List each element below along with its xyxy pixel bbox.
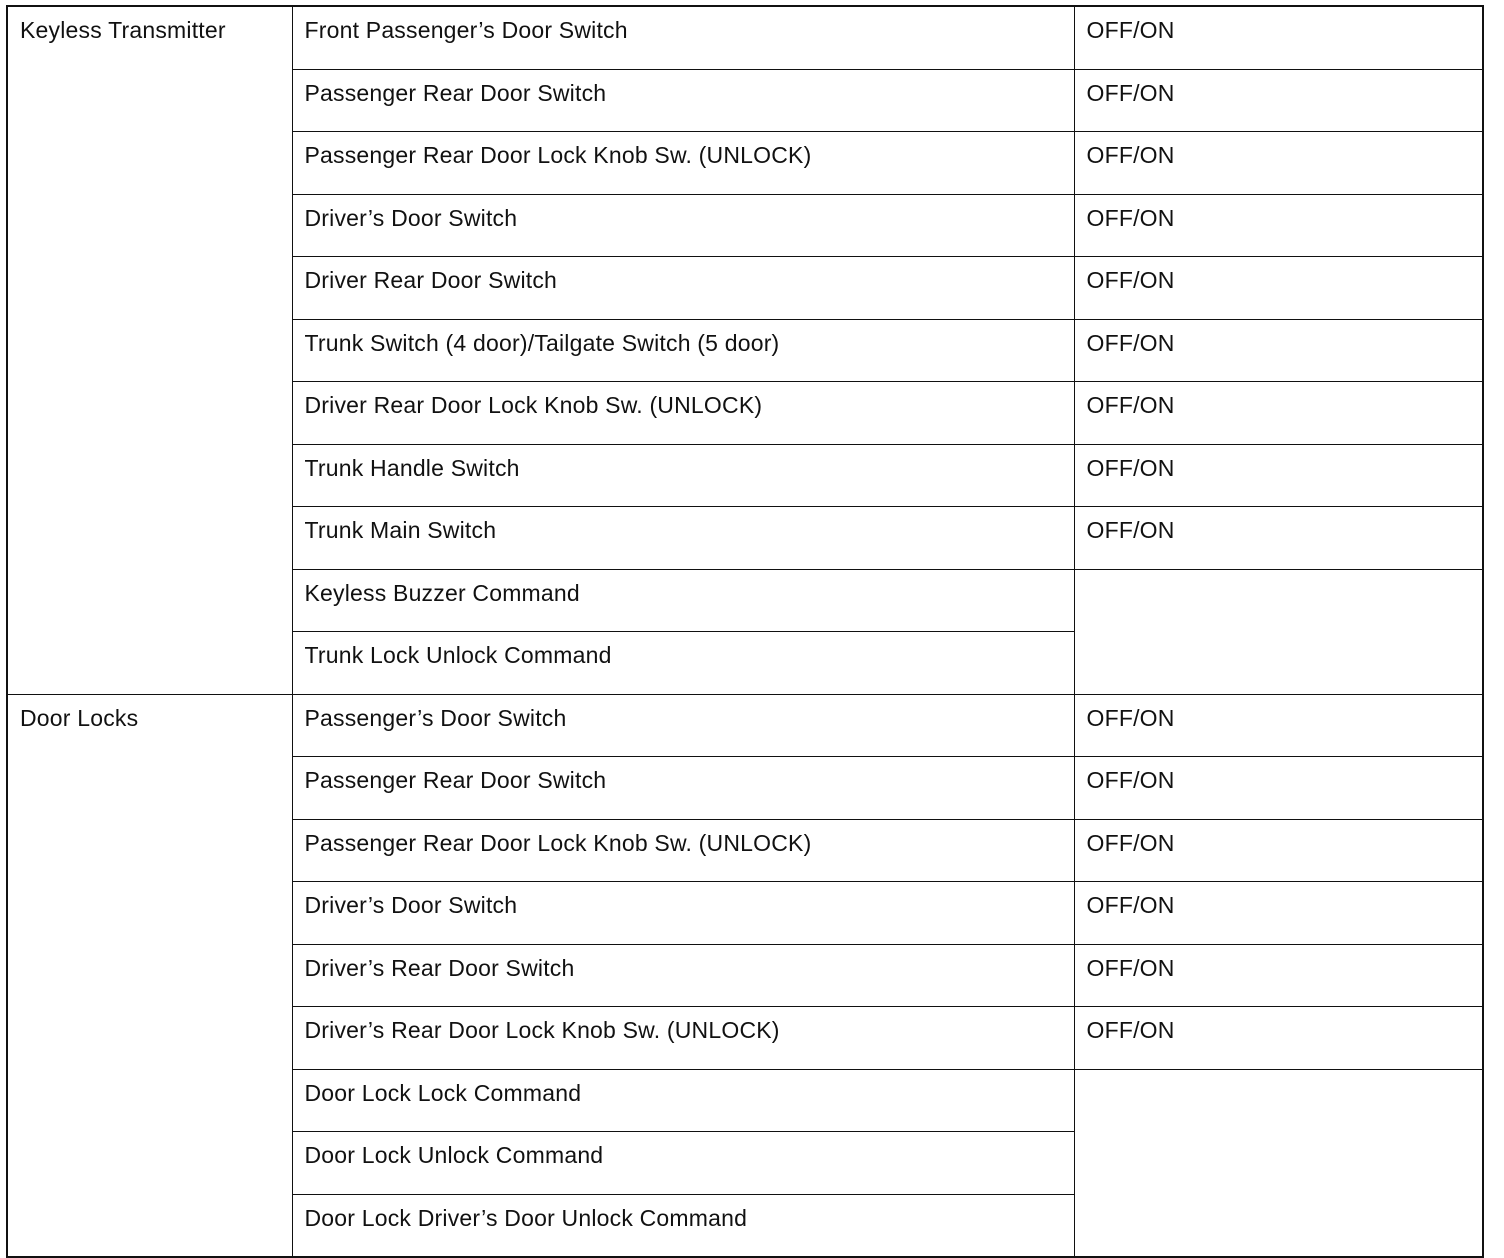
group-label-door-locks: Door Locks	[7, 694, 292, 1257]
table-row	[7, 6, 1483, 69]
item-cell: Driver Rear Door Lock Knob Sw. (UNLOCK)	[292, 382, 1074, 445]
value-cell: OFF/ON	[1074, 507, 1483, 570]
value-cell-empty	[1074, 569, 1483, 694]
item-cell: Passenger Rear Door Switch	[292, 757, 1074, 820]
value-cell: OFF/ON	[1074, 819, 1483, 882]
value-cell-empty	[1074, 1069, 1483, 1257]
item-cell: Passenger Rear Door Lock Knob Sw. (UNLOCK)	[292, 819, 1074, 882]
value-cell: OFF/ON	[1074, 319, 1483, 382]
item-cell: Driver’s Rear Door Lock Knob Sw. (UNLOCK)	[292, 1007, 1074, 1070]
value-cell: OFF/ON	[1074, 6, 1483, 69]
group-label-keyless-transmitter: Keyless Transmitter	[7, 6, 292, 694]
item-cell: Door Lock Driver’s Door Unlock Command	[292, 1194, 1074, 1257]
item-cell: Driver’s Door Switch	[292, 882, 1074, 945]
item-cell: Keyless Buzzer Command	[292, 569, 1074, 632]
value-cell: OFF/ON	[1074, 757, 1483, 820]
item-cell: Passenger Rear Door Lock Knob Sw. (UNLOCK)	[292, 132, 1074, 195]
item-cell: Passenger’s Door Switch	[292, 694, 1074, 757]
value-cell: OFF/ON	[1074, 944, 1483, 1007]
item-cell: Trunk Main Switch	[292, 507, 1074, 570]
item-cell: Driver’s Door Switch	[292, 194, 1074, 257]
value-cell: OFF/ON	[1074, 69, 1483, 132]
value-cell: OFF/ON	[1074, 1007, 1483, 1070]
item-cell: Passenger Rear Door Switch	[292, 69, 1074, 132]
item-cell: Door Lock Unlock Command	[292, 1132, 1074, 1195]
value-cell: OFF/ON	[1074, 694, 1483, 757]
value-cell: OFF/ON	[1074, 257, 1483, 320]
value-cell: OFF/ON	[1074, 132, 1483, 195]
item-cell: Driver Rear Door Switch	[292, 257, 1074, 320]
table-row	[7, 694, 1483, 757]
value-cell: OFF/ON	[1074, 194, 1483, 257]
signal-table-container	[6, 5, 1482, 1258]
value-cell: OFF/ON	[1074, 444, 1483, 507]
value-cell: OFF/ON	[1074, 382, 1483, 445]
signal-table	[6, 5, 1484, 1258]
item-cell: Front Passenger’s Door Switch	[292, 6, 1074, 69]
item-cell: Trunk Lock Unlock Command	[292, 632, 1074, 695]
item-cell: Door Lock Lock Command	[292, 1069, 1074, 1132]
item-cell: Driver’s Rear Door Switch	[292, 944, 1074, 1007]
value-cell: OFF/ON	[1074, 882, 1483, 945]
item-cell: Trunk Switch (4 door)/Tailgate Switch (5 door)	[292, 319, 1074, 382]
item-cell: Trunk Handle Switch	[292, 444, 1074, 507]
